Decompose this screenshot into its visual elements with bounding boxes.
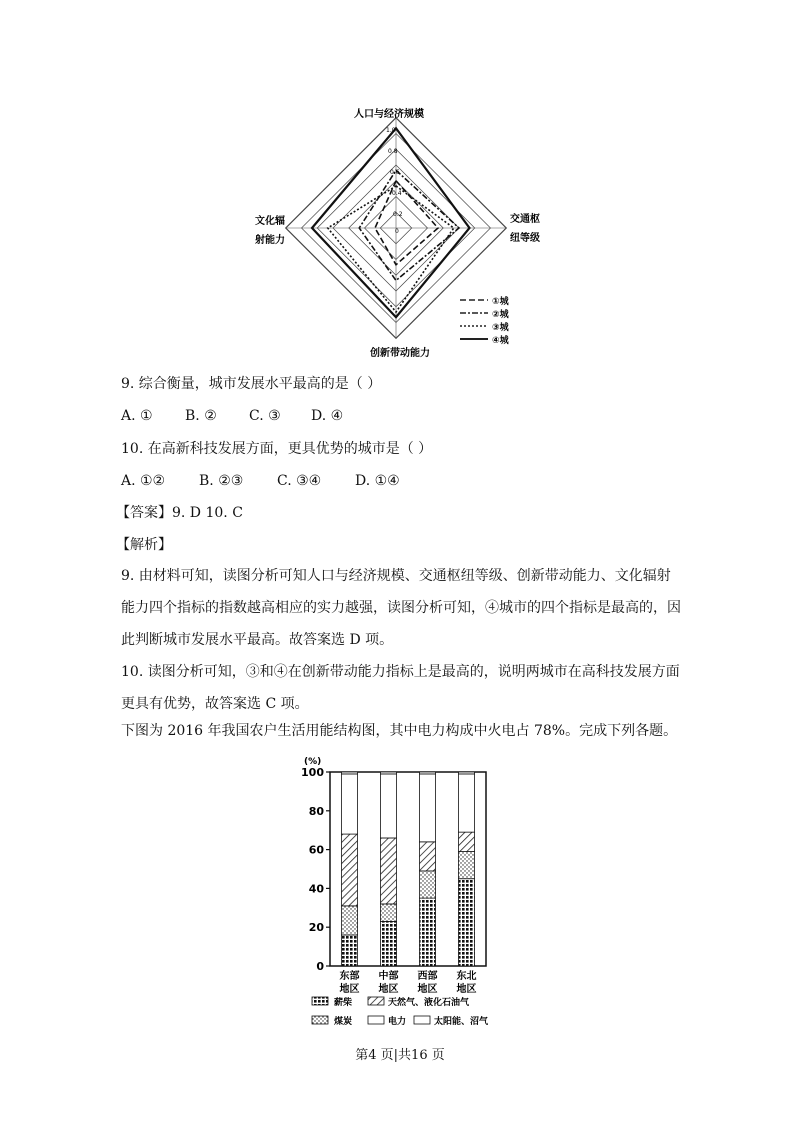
bar-chart-legend [312, 996, 489, 1027]
bar-segment [420, 871, 436, 898]
bar-segment [459, 852, 475, 879]
bar-segment [420, 772, 436, 774]
bar-chart-bars [342, 772, 475, 966]
x-category-label: 地区 [339, 984, 360, 995]
legend-label-coal: 煤炭 [334, 1017, 353, 1027]
radar-tick-label: 0.4 [392, 190, 402, 197]
bar-segment [459, 774, 475, 832]
radar-axis-top: 人口与经济规模 [354, 109, 424, 120]
legend-label-3: ③城 [492, 323, 509, 333]
bar-segment [381, 772, 397, 774]
x-category-label: 地区 [417, 984, 438, 995]
radar-axis-bottom: 创新带动能力 [370, 348, 430, 359]
y-tick-label: 40 [308, 882, 324, 896]
answer: 【答案】9. D 10. C [116, 505, 243, 521]
bar-segment [381, 904, 397, 921]
radar-tick-label: 0.8 [388, 148, 398, 155]
y-tick-label: 80 [308, 804, 324, 818]
question-10-options [121, 471, 400, 491]
radar-tick-label: 1.0 [386, 127, 396, 134]
q10-option-a: A. ①② [121, 473, 166, 489]
q10-option-b: B. ②③ [199, 473, 244, 489]
bar-segment [342, 834, 358, 906]
question-9-stem: 9. 综合衡量，城市发展水平最高的是（ ） [121, 376, 382, 392]
radar-axis-left-1: 文化辐 [255, 216, 285, 227]
bar-segment [459, 879, 475, 966]
page-footer: 第4 页|共16 页 [355, 1048, 445, 1063]
y-tick-label: 0 [316, 960, 324, 973]
legend-label-solar: 太阳能、沼气 [434, 1017, 489, 1027]
legend-label-firewood: 薪柴 [334, 998, 353, 1008]
x-category-label: 东北 [456, 971, 477, 982]
q10-option-c: C. ③④ [277, 473, 322, 489]
bar-segment [381, 921, 397, 966]
radar-tick-label: 0.6 [390, 169, 400, 176]
q9-option-d: D. ④ [311, 408, 344, 424]
analysis-10: 10. 读图分析可知，③和④在创新带动能力指标上是最高的，说明两城市在高科技发展方面更具有优势，故答案选 C 项。 [121, 664, 680, 712]
radar-chart [250, 100, 550, 362]
bar-segment [420, 774, 436, 842]
legend-swatch-electricity [368, 1016, 384, 1024]
legend-swatch-coal [312, 1016, 328, 1024]
radar-axis-left-2: 射能力 [255, 235, 285, 246]
bar-chart-ylabel: (%) [304, 757, 322, 767]
q9-option-c: C. ③ [249, 408, 281, 424]
intro-text: 下图为 2016 年我国农户生活用能结构图，其中电力构成中火电占 78%。完成下列各题。 [121, 723, 678, 739]
legend-label-4: ④城 [492, 336, 509, 346]
y-tick-label: 100 [301, 766, 324, 779]
radar-tick-label: 0.2 [393, 211, 403, 218]
bar-segment [342, 772, 358, 774]
q10-option-d: D. ①④ [355, 473, 400, 489]
bar-segment [459, 772, 475, 774]
q9-option-a: A. ① [121, 408, 153, 424]
bar-segment [381, 838, 397, 904]
bar-chart-y-ticks [301, 766, 330, 973]
y-tick-label: 60 [308, 843, 324, 857]
bar-chart-x-labels [340, 969, 477, 995]
x-category-label: 东部 [339, 971, 360, 982]
radar-axis-right-2: 纽等级 [510, 233, 540, 244]
bar-segment [420, 898, 436, 966]
radar-tick-labels [386, 127, 403, 235]
radar-axis-right-1: 交通枢 [510, 214, 540, 225]
radar-legend [460, 295, 510, 346]
q9-option-b: B. ② [185, 408, 217, 424]
analysis-label: 【解析】 [116, 537, 172, 553]
bar-segment [342, 906, 358, 935]
legend-swatch-firewood [312, 997, 328, 1005]
bar-segment [381, 774, 397, 838]
energy-structure-chart [290, 752, 520, 1040]
bar-segment [342, 774, 358, 834]
legend-swatch-gas [368, 997, 384, 1005]
question-9-options [121, 406, 343, 426]
radar-tick-label: 0 [395, 228, 399, 235]
x-category-label: 西部 [417, 971, 438, 982]
legend-swatch-solar [414, 1016, 430, 1024]
x-category-label: 地区 [456, 984, 477, 995]
y-tick-label: 20 [308, 921, 324, 935]
bar-segment [342, 935, 358, 966]
legend-label-2: ②城 [492, 310, 509, 320]
legend-label-electricity: 电力 [388, 1017, 407, 1027]
x-category-label: 中部 [378, 971, 399, 982]
x-category-label: 地区 [378, 984, 399, 995]
bar-segment [459, 832, 475, 851]
bar-segment [420, 842, 436, 871]
legend-label-1: ①城 [492, 297, 509, 307]
legend-label-gas: 天然气、液化石油气 [388, 998, 470, 1008]
question-10-stem: 10. 在高新科技发展方面，更具优势的城市是（ ） [121, 441, 433, 457]
analysis-9: 9. 由材料可知，读图分析可知人口与经济规模、交通枢纽等级、创新带动能力、文化辐射能力四个指标的指数越高相应的实力越强，读图分析可知，④城市的四个指标是最高的，因此判断城市发展水平最高。故答案选 D 项。 [121, 568, 681, 648]
